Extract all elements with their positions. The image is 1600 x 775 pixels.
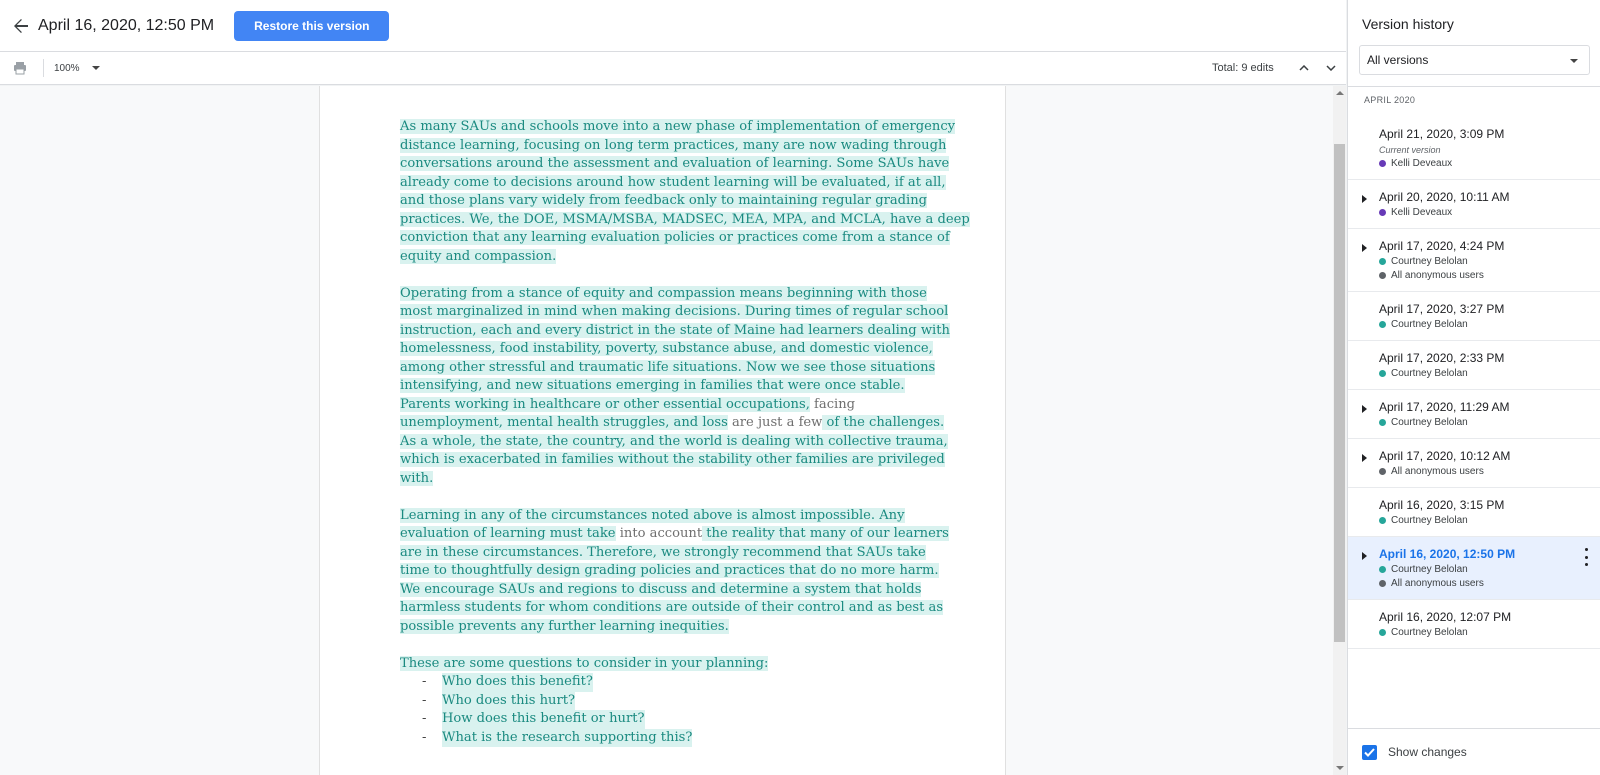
changed-text: of the challenges. (822, 415, 945, 430)
version-date: April 17, 2020, 2:33 PM (1379, 351, 1505, 365)
restore-version-button[interactable]: Restore this version (234, 11, 389, 41)
chevron-up-icon (1299, 65, 1309, 71)
editor-color-dot (1379, 580, 1386, 587)
expand-triangle-icon[interactable] (1362, 405, 1367, 413)
changed-text: conversations around the assessment and evaluation of learning. Some SAUs have (400, 156, 950, 171)
expand-triangle-icon[interactable] (1362, 454, 1367, 462)
document-line (400, 285, 940, 304)
editor-name: Courtney Belolan (1391, 627, 1468, 638)
version-list (1348, 117, 1600, 649)
editor-color-dot (1379, 258, 1386, 265)
version-history-panel (1347, 0, 1600, 775)
version-editor (1379, 514, 1600, 527)
editor-name: Courtney Belolan (1391, 417, 1468, 428)
show-changes-checkbox[interactable] (1362, 745, 1377, 760)
month-label: APRIL 2020 (1364, 95, 1416, 105)
document-line (400, 396, 940, 415)
unchanged-text: facing (809, 396, 856, 412)
changed-text: most marginalized in mind when making decisions. During times of regular school (400, 304, 949, 319)
document-line (400, 359, 940, 378)
version-date: April 16, 2020, 3:15 PM (1379, 498, 1505, 512)
editor-name: Kelli Deveaux (1391, 207, 1453, 218)
panel-divider (1348, 86, 1600, 87)
list-bullet: - (422, 692, 427, 708)
document-line (400, 137, 947, 156)
editor-color-dot (1379, 272, 1386, 279)
version-date: April 21, 2020, 3:09 PM (1379, 127, 1505, 141)
version-editor (1379, 255, 1600, 268)
changed-text: Operating from a stance of equity and compassion means beginning with those (400, 285, 927, 301)
version-item[interactable] (1348, 390, 1600, 439)
changed-text: Learning in any of the circumstances noted above is almost impossible. Any (400, 507, 905, 523)
changed-text: the reality that many of our learners (702, 526, 949, 541)
back-button[interactable] (6, 11, 36, 41)
changed-text: We encourage SAUs and regions to discuss and determine a system that holds (400, 581, 922, 597)
changed-text: time to thoughtfully design grading policies and practices that do no more harm. (400, 563, 939, 578)
changed-text: equity and compassion. (400, 248, 557, 264)
expand-triangle-icon[interactable] (1362, 244, 1367, 252)
scrollbar-thumb[interactable] (1334, 144, 1345, 642)
editor-name: Courtney Belolan (1391, 256, 1468, 267)
editor-color-dot (1379, 517, 1386, 524)
version-item[interactable] (1348, 439, 1600, 488)
header-bar (0, 0, 1346, 52)
panel-footer (1348, 728, 1600, 775)
editor-name: Kelli Deveaux (1391, 158, 1453, 169)
editor-color-dot (1379, 321, 1386, 328)
scroll-down-arrow-icon[interactable] (1335, 764, 1344, 773)
changed-text: homelessness, food instability, poverty, substance abuse, and domestic violence, (400, 341, 933, 356)
check-icon (1364, 748, 1375, 757)
changed-text: and those plans vary widely from feedback only to maintaining regular grading (400, 193, 928, 208)
changed-text: As a whole, the state, the country, and the world is dealing with collective trauma, (400, 433, 948, 449)
editor-name: Courtney Belolan (1391, 564, 1468, 575)
more-vert-icon[interactable] (1581, 548, 1591, 566)
changed-text: already come to decisions around how student learning will be evaluated, if at all, (400, 174, 946, 190)
changed-text: These are some questions to consider in your planning: (400, 655, 769, 671)
document-line (400, 433, 948, 452)
changed-text: instruction, each and every district in the state of Maine had learners dealing with (400, 322, 950, 338)
version-date: April 20, 2020, 10:11 AM (1379, 190, 1510, 204)
list-item-text: What is the research supporting this? (442, 729, 692, 748)
changed-text: possible prevents any further learning inequities. (400, 618, 729, 634)
version-date: April 16, 2020, 12:50 PM (1379, 547, 1516, 561)
arrow-left-icon (13, 18, 29, 34)
document-line (400, 544, 940, 563)
version-item[interactable] (1348, 229, 1600, 292)
version-date: April 17, 2020, 3:27 PM (1379, 302, 1505, 316)
more-dot (1585, 548, 1588, 551)
editor-color-dot (1379, 209, 1386, 216)
version-editor (1379, 367, 1600, 380)
current-version-label: Current version (1379, 145, 1441, 155)
editor-name: Courtney Belolan (1391, 319, 1468, 330)
more-dot (1585, 556, 1588, 559)
editor-color-dot (1379, 468, 1386, 475)
document-line (400, 618, 940, 637)
version-item[interactable] (1348, 600, 1600, 649)
document-line (400, 599, 944, 618)
version-editor (1379, 269, 1600, 282)
editor-color-dot (1379, 370, 1386, 377)
document-line (400, 322, 950, 341)
document-line (400, 229, 950, 248)
document-line (400, 562, 940, 581)
document-line (400, 581, 940, 600)
version-editor (1379, 206, 1600, 219)
list-item (422, 692, 940, 711)
document-line (400, 248, 940, 267)
version-date: April 17, 2020, 10:12 AM (1379, 449, 1511, 463)
list-item (422, 710, 940, 729)
list-item-text: Who does this benefit? (442, 673, 593, 692)
editor-name: Courtney Belolan (1391, 515, 1468, 526)
unchanged-text: are just a few (727, 415, 823, 430)
document-body (400, 118, 970, 747)
total-edits-label: Total: 9 edits (1212, 62, 1274, 74)
list-item (422, 673, 940, 692)
editor-name: All anonymous users (1391, 270, 1484, 281)
version-item[interactable] (1348, 537, 1600, 600)
panel-title: Version history (1362, 16, 1454, 32)
changed-text: which is exacerbated in families without the stability other families are privileged (400, 452, 945, 467)
changed-text: distance learning, focusing on long term practices, many are now wading through (400, 137, 947, 153)
version-editor (1379, 626, 1600, 639)
document-page (319, 86, 1006, 775)
document-line (400, 377, 940, 396)
version-date: April 16, 2020, 12:07 PM (1379, 610, 1512, 624)
expand-triangle-icon[interactable] (1362, 552, 1367, 560)
toolbar (0, 52, 1346, 85)
changed-text: practices. We, the DOE, MSMA/MSBA, MADSEC, MEA, MPA, and MCLA, have a deep (400, 211, 970, 227)
version-editor (1379, 465, 1600, 478)
document-line (400, 192, 940, 211)
document-line (400, 507, 940, 526)
toolbar-divider (43, 59, 44, 77)
document-line (400, 414, 945, 433)
list-item (422, 729, 940, 748)
document-scrollbar[interactable] (1333, 86, 1346, 775)
document-paragraph (400, 285, 950, 489)
version-editor (1379, 577, 1600, 590)
document-paragraph (400, 507, 949, 637)
show-changes-label: Show changes (1388, 745, 1467, 759)
changed-text: evaluation of learning must take (400, 526, 616, 541)
scroll-up-arrow-icon[interactable] (1335, 88, 1344, 97)
version-title: April 16, 2020, 12:50 PM (38, 16, 215, 34)
changed-text: with. (400, 470, 434, 486)
versions-filter-select[interactable] (1359, 45, 1590, 75)
document-paragraph (400, 118, 970, 266)
document-line (400, 303, 949, 322)
changed-text: unemployment, mental health struggles, and loss (400, 415, 728, 430)
changed-text: among other stressful and traumatic life situations. Now we see those situations (400, 359, 936, 375)
editor-color-dot (1379, 160, 1386, 167)
editor-name: Courtney Belolan (1391, 368, 1468, 379)
more-dot (1585, 563, 1588, 566)
version-item[interactable] (1348, 488, 1600, 537)
list-item-text: Who does this hurt? (442, 692, 575, 711)
zoom-value: 100% (54, 62, 80, 74)
questions-list (422, 673, 940, 747)
editor-color-dot (1379, 566, 1386, 573)
document-line (400, 451, 945, 470)
document-canvas (0, 86, 1333, 775)
versions-filter-value: All versions (1367, 53, 1429, 67)
list-bullet: - (422, 729, 427, 745)
version-date: April 17, 2020, 11:29 AM (1379, 400, 1510, 414)
chevron-down-icon (1326, 65, 1336, 71)
changed-text: intensifying, and new situations emerging in families that were once stable. (400, 378, 905, 393)
version-item[interactable] (1348, 341, 1600, 390)
changed-text: conviction that any learning evaluation policies or practices come from a stance of (400, 230, 950, 245)
dropdown-caret-icon (1570, 59, 1578, 63)
previous-edit-button[interactable] (1294, 58, 1314, 78)
version-date: April 17, 2020, 4:24 PM (1379, 239, 1505, 253)
version-editor (1379, 416, 1600, 429)
editor-name: All anonymous users (1391, 466, 1484, 477)
document-line (400, 211, 970, 230)
document-line (400, 525, 949, 544)
version-item[interactable] (1348, 180, 1600, 229)
document-line (400, 174, 946, 193)
expand-triangle-icon[interactable] (1362, 195, 1367, 203)
changed-text: are in these circumstances. Therefore, we strongly recommend that SAUs take (400, 544, 926, 560)
changed-text: Parents working in healthcare or other essential occupations, (400, 396, 810, 412)
editor-color-dot (1379, 629, 1386, 636)
version-item[interactable] (1348, 117, 1600, 180)
editor-color-dot (1379, 419, 1386, 426)
version-editor (1379, 563, 1600, 576)
document-line (400, 340, 940, 359)
changed-text: As many SAUs and schools move into a new phase of implementation of emergency (400, 119, 956, 134)
document-line (400, 470, 940, 489)
unchanged-text: into account (615, 526, 703, 541)
changed-text: harmless students for whom conditions are outside of their control and as best as (400, 600, 944, 615)
next-edit-button[interactable] (1321, 58, 1341, 78)
print-button[interactable] (9, 57, 31, 79)
list-item-text: How does this benefit or hurt? (442, 710, 645, 729)
list-bullet: - (422, 711, 427, 726)
version-item[interactable] (1348, 292, 1600, 341)
list-bullet: - (422, 674, 427, 689)
questions-intro (400, 655, 940, 674)
version-editor (1379, 157, 1600, 170)
zoom-select[interactable] (54, 63, 100, 74)
editor-name: All anonymous users (1391, 578, 1484, 589)
document-line (400, 118, 956, 137)
version-editor (1379, 318, 1600, 331)
document-line (400, 155, 950, 174)
dropdown-caret-icon (92, 66, 100, 70)
printer-icon (13, 61, 27, 75)
